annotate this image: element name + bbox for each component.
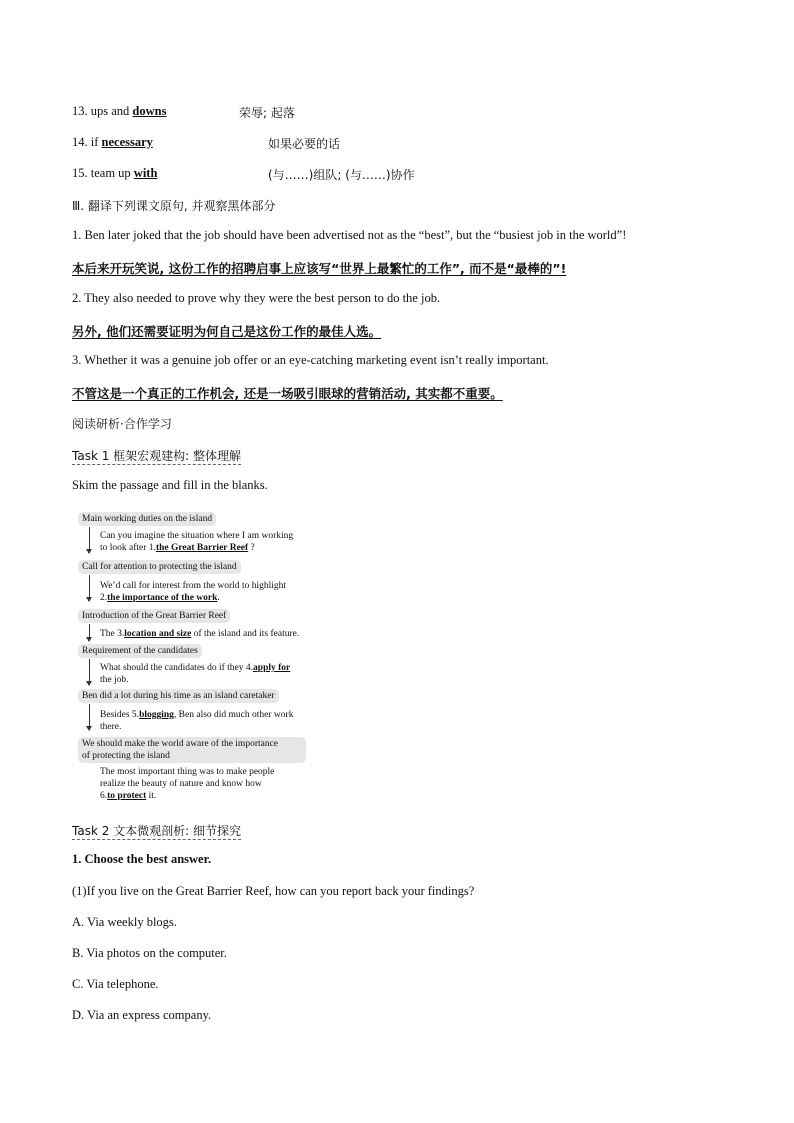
diagram-answer: to protect (107, 791, 147, 801)
question-1: (1)If you live on the Great Barrier Reef, how can you report back your findings? (72, 884, 475, 898)
phrase-13 (72, 104, 166, 119)
phrase-13-meaning: 荣辱; 起落 (239, 106, 295, 120)
down-arrow-icon (89, 704, 90, 730)
down-arrow-icon (89, 575, 90, 601)
diagram-desc: 2.the importance of the work. (100, 593, 220, 603)
phrase-num: 14. (72, 135, 91, 149)
phrase-text: if (90, 135, 102, 149)
section-3-title: Ⅲ. 翻译下列课文原句, 并观察黑体部分 (72, 199, 276, 213)
diagram-answer: the importance of the work (107, 593, 218, 603)
sentence-1-zh: 本后来开玩笑说, 这份工作的招聘启事上应该写“世界上最繁忙的工作”, 而不是“最棒的”! (72, 261, 567, 276)
diagram-desc: What should the candidates do if they 4.apply for (100, 663, 291, 673)
structure-diagram (78, 510, 338, 810)
diagram-answer: the Great Barrier Reef (155, 543, 249, 553)
diagram-desc: The most important thing was to make people (100, 767, 275, 777)
sentence-3-en: 3. Whether it was a genuine job offer or an eye-catching marketing event isn’t really important. (72, 353, 549, 367)
down-arrow-icon (89, 624, 90, 641)
phrase-text: team up (90, 166, 134, 180)
task-2-title (72, 822, 241, 839)
phrase-14-meaning: 如果必要的话 (268, 137, 341, 151)
phrase-14 (72, 135, 153, 150)
task-2-label: Task 2 文本微观剖析: 细节探究 (72, 824, 242, 838)
task-1-title (72, 447, 241, 464)
phrase-15 (72, 166, 157, 181)
phrase-key: with (133, 166, 158, 180)
option-b: B. Via photos on the computer. (72, 946, 227, 960)
diagram-heading: Call for attention to protecting the island (78, 560, 241, 574)
diagram-desc: Besides 5.blogging, Ben also did much other work (100, 710, 294, 720)
phrase-15-meaning: (与……)组队; (与……)协作 (268, 168, 415, 182)
sentence-2-en: 2. They also needed to prove why they were the best person to do the job. (72, 291, 441, 305)
sentence-3-zh: 不管这是一个真正的工作机会, 还是一场吸引眼球的营销活动, 其实都不重要。 (72, 386, 503, 401)
diagram-desc: realize the beauty of nature and know how (100, 779, 262, 789)
phrase-key: downs (132, 104, 167, 118)
option-d: D. Via an express company. (72, 1008, 212, 1022)
diagram-answer: apply for (253, 663, 291, 673)
diagram-desc: there. (100, 722, 122, 732)
sentence-1-en: 1. Ben later joked that the job should have been advertised not as the “best”, but the “busiest job in the world”! (72, 228, 627, 242)
task-1-label: Task 1 框架宏观建构: 整体理解 (72, 449, 242, 463)
question-group-title: 1. Choose the best answer. (72, 852, 212, 866)
diagram-desc: to look after 1.the Great Barrier Reef ? (100, 543, 255, 553)
option-a: A. Via weekly blogs. (72, 915, 177, 929)
diagram-desc: Can you imagine the situation where I am working (100, 531, 294, 541)
diagram-heading: Requirement of the candidates (78, 644, 202, 658)
down-arrow-icon (89, 659, 90, 685)
diagram-heading: We should make the world aware of the importance of protecting the island (78, 737, 306, 763)
down-arrow-icon (89, 527, 90, 553)
diagram-desc: The 3.location and size of the island and its feature. (100, 629, 300, 639)
diagram-heading: Ben did a lot during his time as an island caretaker (78, 689, 279, 703)
diagram-desc: We’d call for interest from the world to highlight (100, 581, 287, 591)
diagram-desc: 6.to protect it. (100, 791, 157, 801)
phrase-num: 15. (72, 166, 91, 180)
reading-title: 阅读研析·合作学习 (72, 417, 172, 431)
phrase-num: 13. (72, 104, 91, 118)
sentence-2-zh: 另外, 他们还需要证明为何自己是这份工作的最佳人选。 (72, 324, 382, 339)
task-1-instruction: Skim the passage and fill in the blanks. (72, 478, 268, 492)
diagram-answer: location and size (124, 629, 192, 639)
phrase-text: ups and (90, 104, 133, 118)
diagram-answer: blogging (139, 710, 174, 720)
phrase-key: necessary (101, 135, 153, 149)
option-c: C. Via telephone. (72, 977, 159, 991)
diagram-heading: Main working duties on the island (78, 512, 216, 526)
diagram-desc: the job. (100, 675, 129, 685)
diagram-heading: Introduction of the Great Barrier Reef (78, 609, 230, 623)
